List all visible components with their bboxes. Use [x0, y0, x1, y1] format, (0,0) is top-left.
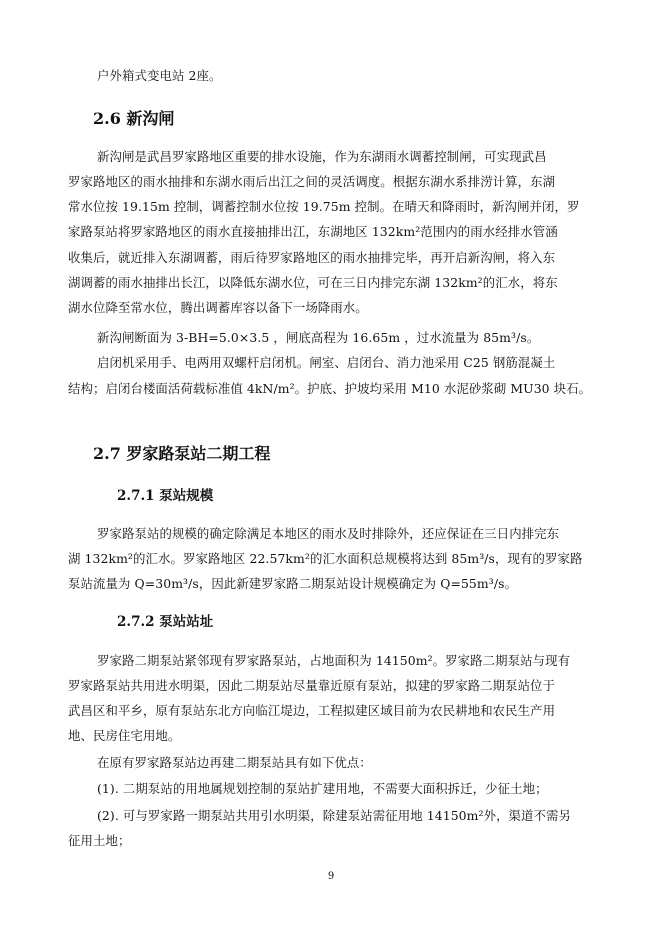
paragraph-line: 罗家路泵站的规模的确定除满足本地区的雨水及时排除外，还应保证在三日内排完东 — [97, 526, 560, 541]
advantages-intro: 在原有罗家路泵站边再建二期泵站具有如下优点： — [97, 755, 372, 770]
paragraph-line: 地、民房住宅用地。 — [68, 728, 181, 743]
paragraph-line: 家路泵站将罗家路地区的雨水直接抽排出江，东湖地区 132km²范围内的雨水经排水管涵 — [68, 224, 558, 239]
paragraph-line: 湖水位降至常水位，腾出调蓄库容以备下一场降雨水。 — [68, 300, 368, 315]
paragraph-line: 罗家路泵站共用进水明渠，因此二期泵站尽量靠近原有泵站，拟建的罗家路二期泵站位于 — [68, 678, 556, 693]
paragraph-line: 新沟闸断面为 3-BH=5.0×3.5 ，闸底高程为 16.65m ，过水流量为 85m³/s。 — [97, 330, 540, 345]
paragraph-line: 罗家路二期泵站紧邻现有罗家路泵站，占地面积为 14150m²。罗家路二期泵站与现有 — [97, 653, 571, 668]
subsection-heading-2-7-1: 2.7.1 泵站规模 — [117, 488, 214, 504]
list-item: (2). 可与罗家路一期泵站共用引水明渠，除建泵站需征用地 14150m²外，渠道不需另 — [97, 808, 572, 823]
paragraph-line: 罗家路地区的雨水抽排和东湖水雨后出江之间的灵活调度。根据东湖水系排涝计算，东湖 — [68, 174, 556, 189]
paragraph-line: 结构；启闭台楼面活荷载标准值 4kN/m²。护底、护坡均采用 M10 水泥砂浆砌 MU30 块石。 — [68, 381, 592, 396]
subsection-heading-2-7-2: 2.7.2 泵站站址 — [117, 614, 214, 630]
paragraph-line: 常水位按 19.15m 控制，调蓄控制水位按 19.75m 控制。在晴天和降雨时，新沟闸并闭，罗 — [68, 199, 580, 214]
paragraph-line: 新沟闸是武昌罗家路地区重要的排水设施，作为东湖雨水调蓄控制闸，可实现武昌 — [97, 149, 547, 164]
paragraph-line: 泵站流量为 Q=30m³/s，因此新建罗家路二期泵站设计规模确定为 Q=55m³/s。 — [68, 576, 518, 591]
paragraph-line: 湖调蓄的雨水抽排出长江，以降低东湖水位，可在三日内排完东湖 132km²的汇水，将东 — [68, 275, 558, 290]
section-heading-2-6: 2.6 新沟闸 — [93, 109, 175, 128]
paragraph-line: 收集后，就近排入东湖调蓄，雨后待罗家路地区的雨水抽排完毕，再开启新沟闸，将入东 — [68, 250, 556, 265]
list-item: (1). 二期泵站的用地属规划控制的泵站扩建用地，不需要大面积拆迁，少征土地； — [97, 781, 548, 796]
text-line: 户外箱式变电站 2座。 — [97, 68, 222, 83]
section-heading-2-7: 2.7 罗家路泵站二期工程 — [93, 444, 271, 463]
list-item-continuation: 征用土地； — [68, 833, 131, 848]
paragraph-line: 武昌区和平乡，原有泵站东北方向临江堤边，工程拟建区域目前为农民耕地和农民生产用 — [68, 703, 556, 718]
paragraph-line: 湖 132km²的汇水。罗家路地区 22.57km²的汇水面积总规模将达到 85m³/s，现有的罗家路 — [68, 551, 583, 566]
paragraph-line: 启闭机采用手、电两用双螺杆启闭机。闸室、启闭台、消力池采用 C25 钢筋混凝土 — [97, 355, 556, 370]
page-number: 9 — [327, 871, 335, 882]
